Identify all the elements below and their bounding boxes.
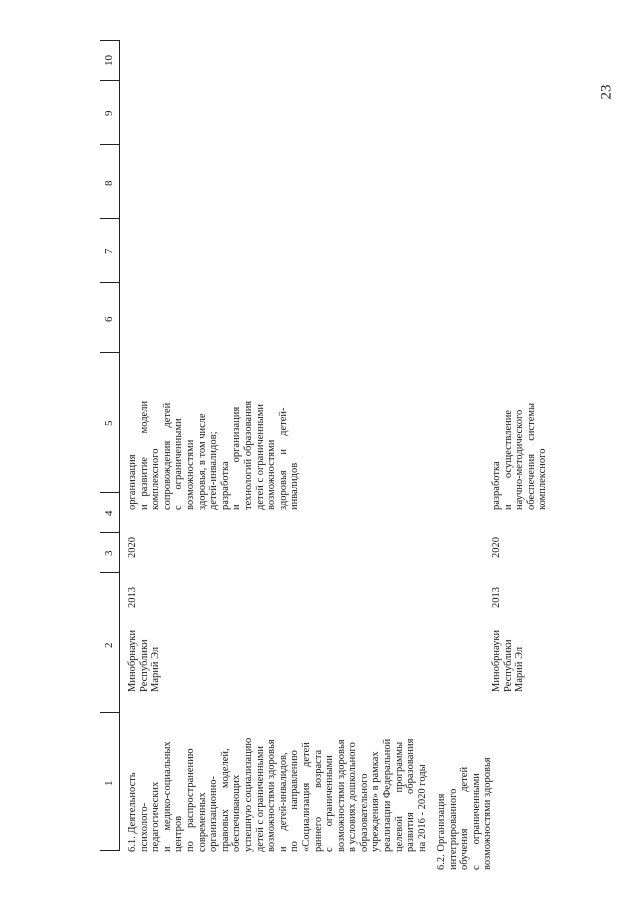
row-2-description-text: 6.2. Организация интегрированного обучения детей с ограниченными возможностями здоровья [436, 757, 494, 870]
table-bottom-line [100, 850, 120, 851]
row-2-end-year: 2020 [491, 537, 502, 558]
header-sep-3-4 [100, 532, 120, 533]
header-sep-6-7 [100, 282, 120, 283]
row-2-start-year: 2013 [491, 587, 502, 608]
hdr-4: 4 [103, 510, 115, 516]
header-sep-5-6 [100, 352, 120, 353]
table-left-border [119, 40, 120, 850]
hdr-8: 8 [103, 180, 115, 186]
row-1-expected-result: организация и развитие модели комплексного сопровождения детей с ограниченными возможностями здоровья, в том числе детей-инвалидов; разработка и организация технологий образования детей с ограниченными возможностями здоровья и детей- инвалидов [127, 400, 301, 510]
hdr-10: 10 [103, 55, 115, 66]
header-sep-8-9 [100, 144, 120, 145]
hdr-2: 2 [103, 642, 115, 648]
hdr-7: 7 [103, 248, 115, 254]
row-1-end-year: 2020 [127, 537, 138, 558]
header-sep-7-8 [100, 218, 120, 219]
hdr-9: 9 [103, 110, 115, 116]
row-2-executor-text: Минобрнауки Республики Марий Эл [491, 629, 526, 692]
hdr-3: 3 [103, 550, 115, 556]
row-2-expected-result: разработка и осуществление научно-методического обеспечения системы комплексного [491, 402, 549, 510]
hdr-6: 6 [103, 316, 115, 322]
row-1-executor-text: Минобрнауки Республики Марий Эл [127, 629, 162, 692]
header-sep-1-2 [100, 712, 120, 713]
header-sep-4-5 [100, 492, 120, 493]
row-1-start-year: 2013 [127, 587, 138, 608]
hdr-5: 5 [103, 420, 115, 426]
header-sep-2-3 [100, 572, 120, 573]
header-sep-9-10 [100, 80, 120, 81]
page-number: 23 [598, 84, 615, 100]
table-top-line [100, 40, 120, 41]
hdr-1: 1 [103, 780, 115, 786]
row-1-description-text: 6.1. Деятельность психолого- педагогических и медико-социальных центров по распространению современных организационно- правовых моделей, обеспечивающих успешную социализацию детей с ограниченными возможностями здоровья и детей-инвалидов, по направлению «Социализация детей раннего возраста с ограниченными возможностями здоровья в условиях дошкольного образовательного учреждения» в рамках реализации Федеральной целевой программы развития образования на 2016 - 2020 годы [127, 737, 428, 852]
